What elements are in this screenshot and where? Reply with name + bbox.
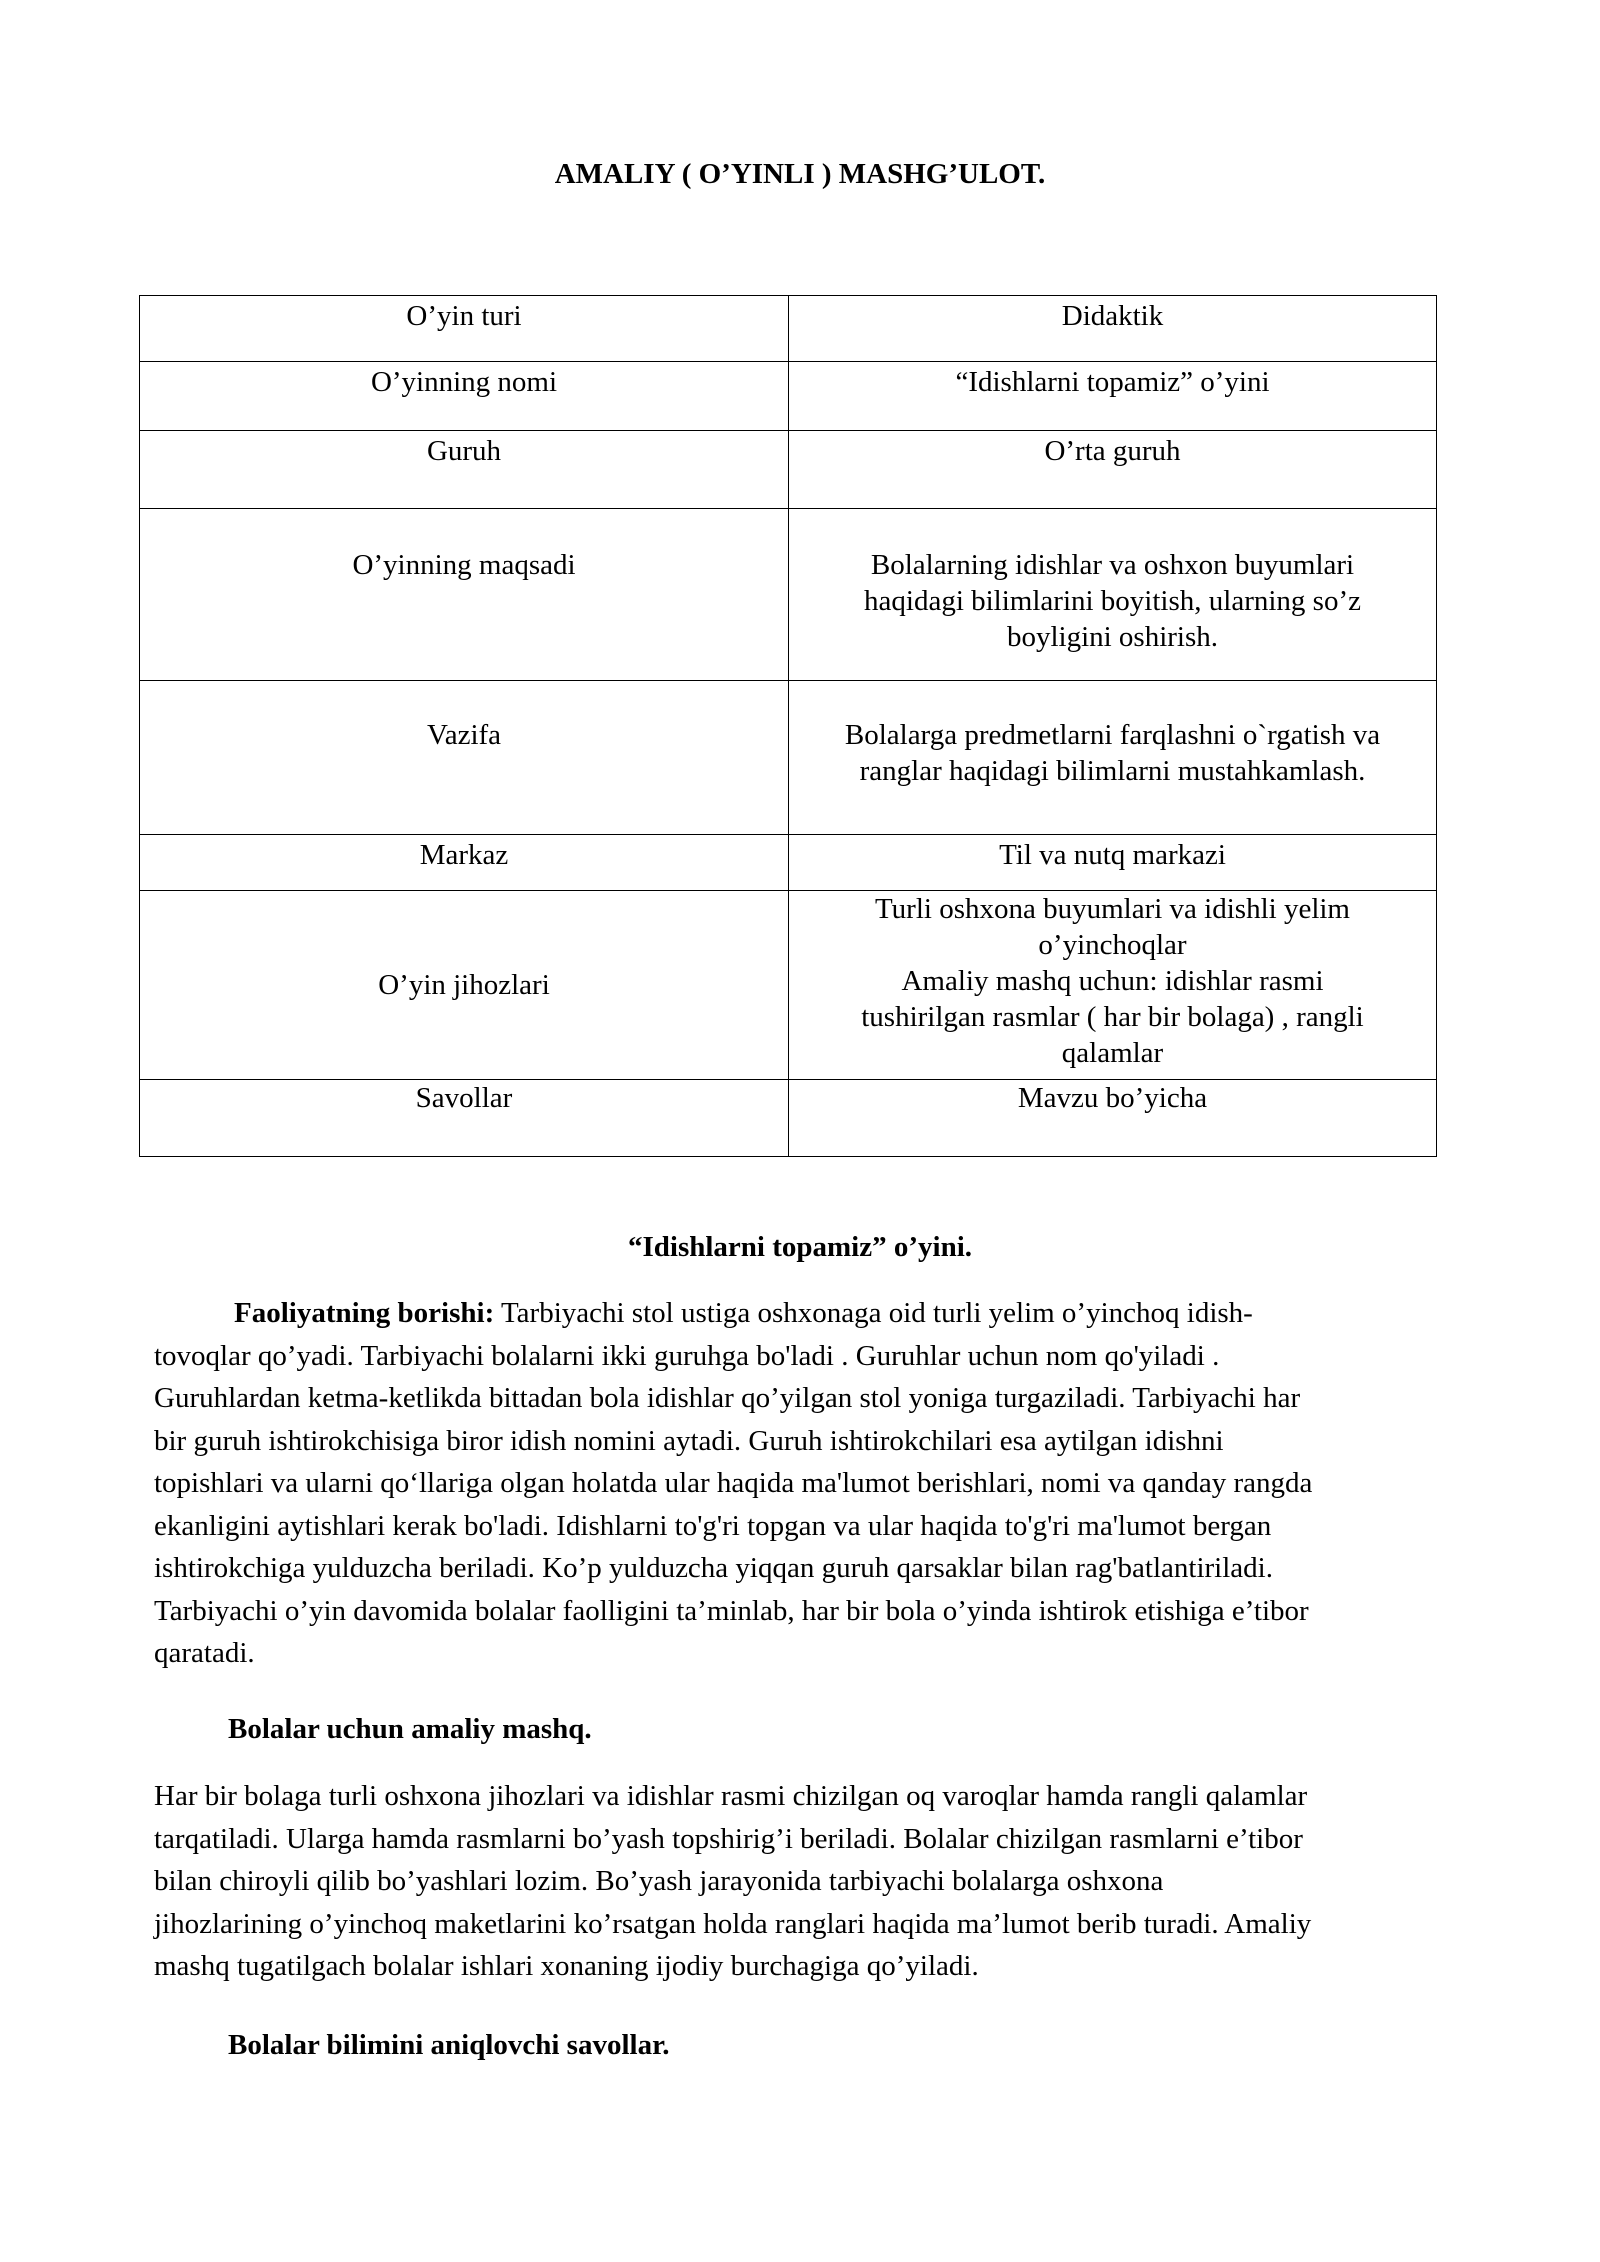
paragraph-line: tarqatiladi. Ularga hamda rasmlarni bo’yash topshirig’i beriladi. Bolalar chizilgan rasmlarni e’tibor: [154, 1822, 1303, 1855]
row-key-text: Markaz: [419, 839, 509, 871]
row-key: [140, 835, 789, 891]
paragraph-line: jihozlarining o’yinchoq maketlarini ko’rsatgan holda ranglari haqida ma’lumot berib turadi. Amaliy: [154, 1907, 1312, 1940]
row-key: [140, 891, 789, 1080]
row-key: [140, 681, 789, 835]
table-row: [140, 431, 1437, 509]
table-row: [140, 1080, 1437, 1157]
row-value: [789, 296, 1437, 362]
activity-paragraph: [154, 1292, 1454, 1675]
table-row: [140, 296, 1437, 362]
row-value-line: ranglar haqidagi bilimlarni mustahkamlash.: [859, 755, 1366, 787]
game-info-table: [139, 295, 1437, 1157]
activity-label: Faoliyatning borishi:: [234, 1297, 495, 1329]
paragraph-line: ishtirokchiga yulduzcha beriladi. Ko’p yulduzcha yiqqan guruh qarsaklar bilan rag'batlantiriladi.: [154, 1552, 1273, 1584]
row-key: [140, 296, 789, 362]
row-value: [789, 835, 1437, 891]
table-row: [140, 681, 1437, 835]
paragraph-line: [154, 1292, 1454, 1335]
paragraph-line: mashq tugatilgach bolalar ishlari xonaning ijodiy burchagiga qo’yiladi.: [154, 1950, 979, 1982]
row-value: [789, 431, 1437, 509]
row-value-text: Til va nutq markazi: [999, 839, 1226, 871]
table-row: [140, 362, 1437, 431]
row-value: [789, 1080, 1437, 1157]
row-value: [789, 362, 1437, 431]
row-key-text: Savollar: [415, 1082, 513, 1114]
row-key: [140, 509, 789, 681]
row-value-text: “Idishlarni topamiz” o’yini: [955, 366, 1270, 398]
row-key: [140, 362, 789, 431]
table-row: [140, 509, 1437, 681]
row-value-line: tushirilgan rasmlar ( har bir bolaga) , rangli: [861, 1001, 1364, 1033]
row-value-line: boyligini oshirish.: [1006, 621, 1219, 653]
row-key-text: O’yin jihozlari: [378, 969, 550, 1001]
table-row: [140, 835, 1437, 891]
row-value-text: Mavzu bo’yicha: [1017, 1082, 1208, 1114]
paragraph-line: Guruhlardan ketma-ketlikda bittadan bola idishlar qo’yilgan stol yoniga turgaziladi. Tarbiyachi har: [154, 1382, 1301, 1414]
row-value: [789, 891, 1437, 1080]
row-value-line: Bolalarning idishlar va oshxon buyumlari: [870, 549, 1355, 581]
row-value: [789, 509, 1437, 681]
row-key-text: Guruh: [426, 435, 502, 467]
row-key-text: O’yin turi: [406, 300, 522, 332]
row-value-line: Turli oshxona buyumlari va idishli yelim: [874, 893, 1350, 925]
practice-heading: Bolalar uchun amaliy mashq.: [228, 1713, 592, 1745]
paragraph-line: qaratadi.: [154, 1637, 255, 1669]
row-value-line: qalamlar: [1061, 1037, 1164, 1069]
row-value-text: O’rta guruh: [1044, 435, 1181, 467]
paragraph-line: ekanligini aytishlari kerak bo'ladi. Idishlarni to'g'ri topgan va ular haqida to'g'ri ma'lumot bergan: [154, 1509, 1272, 1542]
questions-heading: Bolalar bilimini aniqlovchi savollar.: [228, 2029, 670, 2061]
paragraph-text: Tarbiyachi stol ustiga oshxonaga oid turli yelim o’yinchoq idish-: [494, 1297, 1253, 1329]
paragraph-line: bir guruh ishtirokchisiga biror idish nomini aytadi. Guruh ishtirokchilari esa aytilgan idishni: [154, 1424, 1224, 1457]
paragraph-line: Har bir bolaga turli oshxona jihozlari va idishlar rasmi chizilgan oq varoqlar hamda rangli qalamlar: [154, 1780, 1308, 1812]
paragraph-line: tovoqlar qo’yadi. Tarbiyachi bolalarni ikki guruhga bo'ladi . Guruhlar uchun nom qo'yiladi .: [154, 1339, 1220, 1372]
row-key-text: Vazifa: [426, 719, 502, 751]
row-value: [789, 681, 1437, 835]
practice-paragraph: [154, 1775, 1454, 1988]
game-title: “Idishlarni topamiz” o’yini.: [627, 1231, 973, 1263]
row-value-line: haqidagi bilimlarini boyitish, ularning so’z: [864, 585, 1361, 617]
row-value-line: o’yinchoqlar: [1038, 929, 1187, 961]
row-key: [140, 431, 789, 509]
page-title: AMALIY ( O’YINLI ) MASHG’ULOT.: [554, 158, 1046, 190]
row-value-line: Bolalarga predmetlarni farqlashni o`rgatish va: [844, 719, 1381, 751]
row-key-text: O’yinning nomi: [370, 366, 558, 398]
row-key: [140, 1080, 789, 1157]
row-value-text: Didaktik: [1061, 300, 1164, 332]
paragraph-line: topishlari va ularni qo‘llariga olgan holatda ular haqida ma'lumot berishlari, nomi va qanday rangda: [154, 1467, 1313, 1499]
paragraph-line: Tarbiyachi o’yin davomida bolalar faolligini ta’minlab, har bir bola o’yinda ishtirok etishiga e’tibor: [154, 1594, 1309, 1627]
paragraph-line: bilan chiroyli qilib bo’yashlari lozim. Bo’yash jarayonida tarbiyachi bolalarga oshxona: [154, 1865, 1164, 1897]
row-value-line: Amaliy mashq uchun: idishlar rasmi: [901, 965, 1324, 997]
row-key-text: O’yinning maqsadi: [352, 549, 576, 581]
table-row: [140, 891, 1437, 1080]
